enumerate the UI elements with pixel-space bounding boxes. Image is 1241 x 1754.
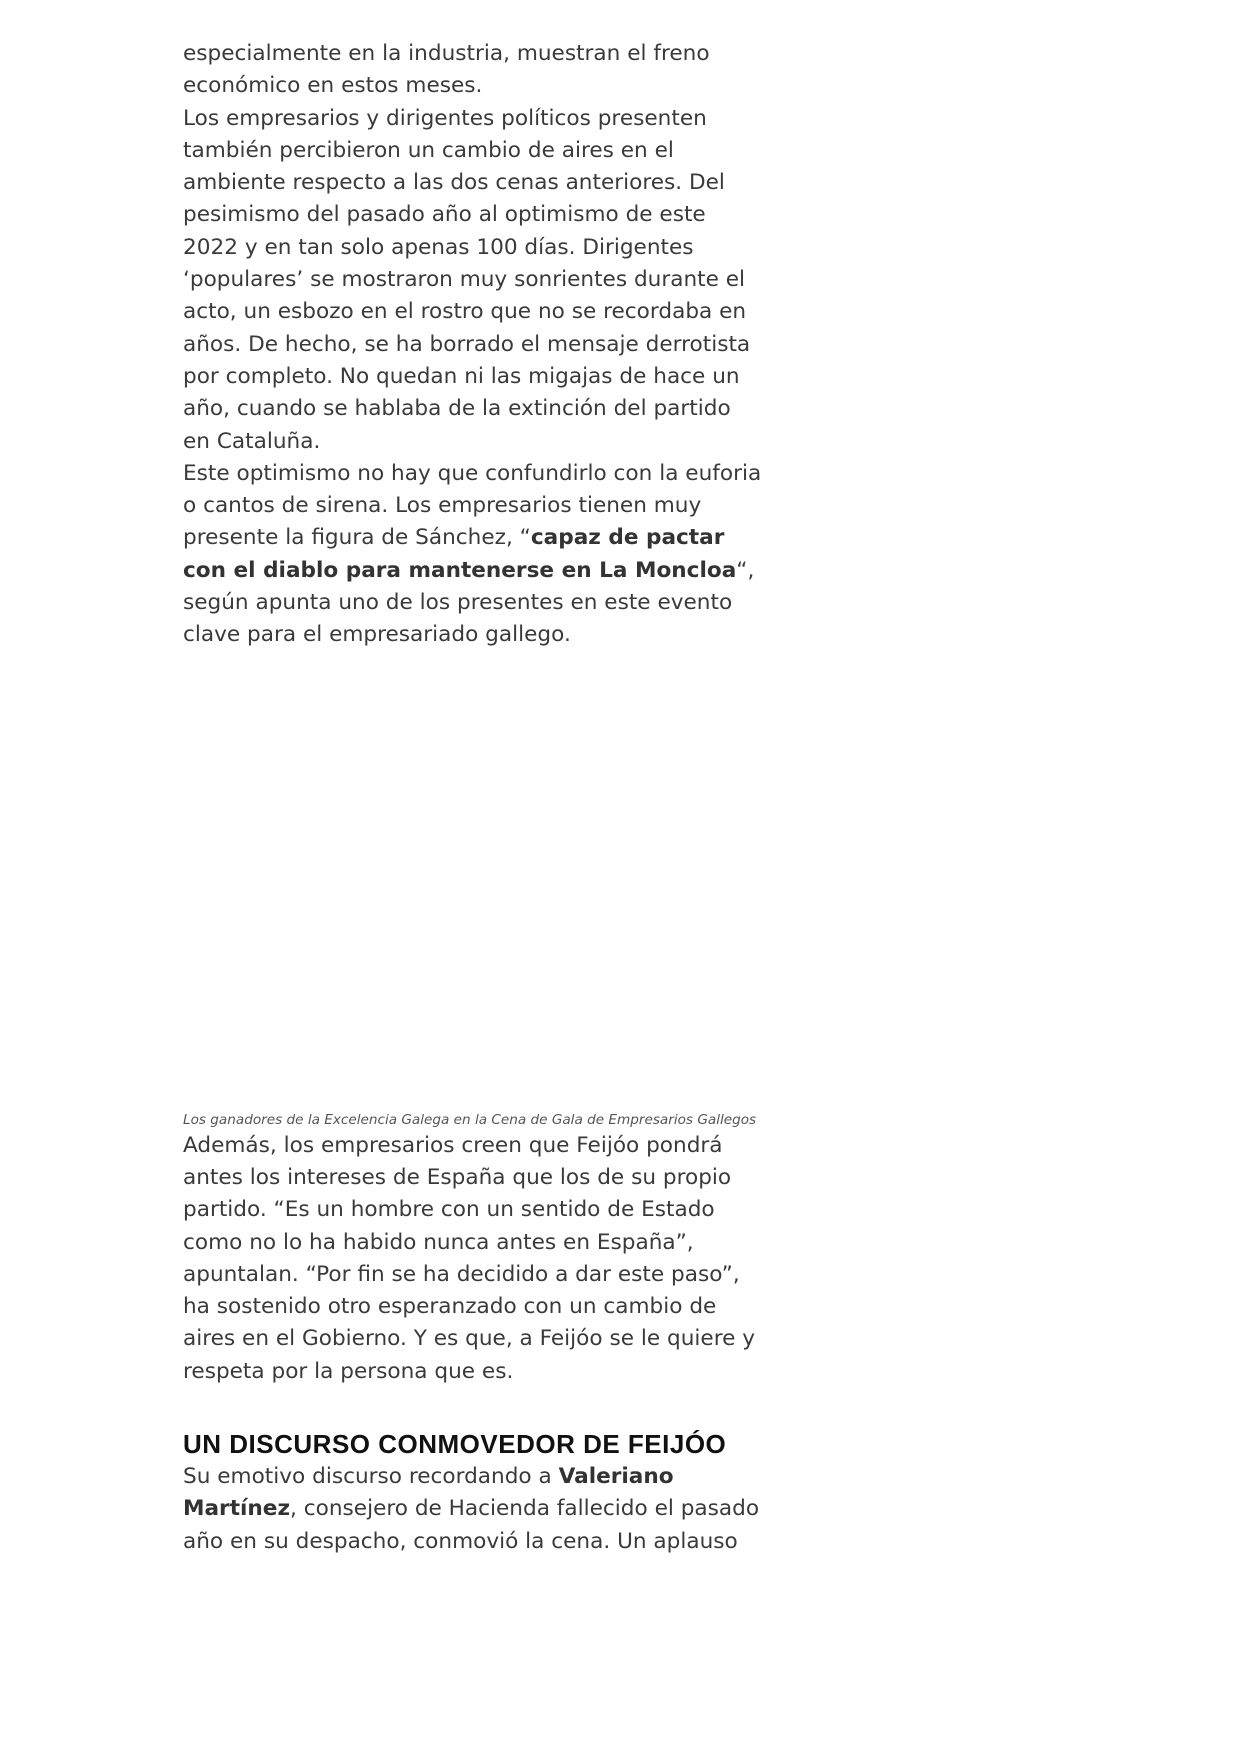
section-heading: UN DISCURSO CONMOVEDOR DE FEIJÓO — [183, 1429, 727, 1460]
paragraph-text: “, según apunta uno de los presentes en este evento clave para el empresariado gallego. — [183, 557, 755, 648]
paragraph-change-of-mood: Los empresarios y dirigentes políticos presenten también percibieron un cambio de aires en el ambiente respecto a las dos cenas anteriores. Del pesimismo del pasado año al optimismo de este 2022 y en tan solo apenas 100 días. Dirigentes ‘populares’ se mostraron muy sonrientes durante el acto, un esbozo en el rostro que no se recordaba en años. De hecho, se ha borrado el mensaje derrotista por completo. No quedan ni las migajas de hace un año, cuando se hablaba de la extinción del partido en Cataluña. — [183, 105, 751, 454]
paragraph-text: Este optimismo no hay que confundirlo con la euforia o cantos de sirena. Los empresarios tienen muy presente la figura de Sánchez, “ — [183, 460, 762, 551]
paragraph-optimism-not-euphoria — [183, 458, 763, 652]
paragraph-economic-slowdown: especialmente en la industria, muestran el freno económico en estos meses. — [183, 41, 710, 99]
paragraph-emotional-speech — [183, 1461, 763, 1558]
bold-quote: capaz de pactar con el diablo para mantenerse en La Moncloa — [183, 525, 737, 583]
paragraph-text: Su emotivo discurso recordando a — [183, 1464, 559, 1490]
article-body — [183, 38, 763, 1558]
article-image-placeholder — [183, 690, 763, 1110]
bold-name: Valeriano Martínez — [183, 1464, 674, 1522]
paragraph-text: , consejero de Hacienda fallecido el pasado año en su despacho, conmovió la cena. Un aplauso — [183, 1496, 760, 1554]
image-caption: Los ganadores de la Excelencia Galega en la Cena de Gala de Empresarios Gallegos — [183, 1111, 757, 1128]
paragraph-feijoo-state-sense: Además, los empresarios creen que Feijóo pondrá antes los intereses de España que los de su propio partido. “Es un hombre con un sentido de Estado como no lo ha habido nunca antes en España”, apuntalan. “Por fin se ha decidido a dar este paso”, ha sostenido otro esperanzado con un cambio de aires en el Gobierno. Y es que, a Feijóo se le quiere y respeta por la persona que es. — [183, 1132, 756, 1384]
